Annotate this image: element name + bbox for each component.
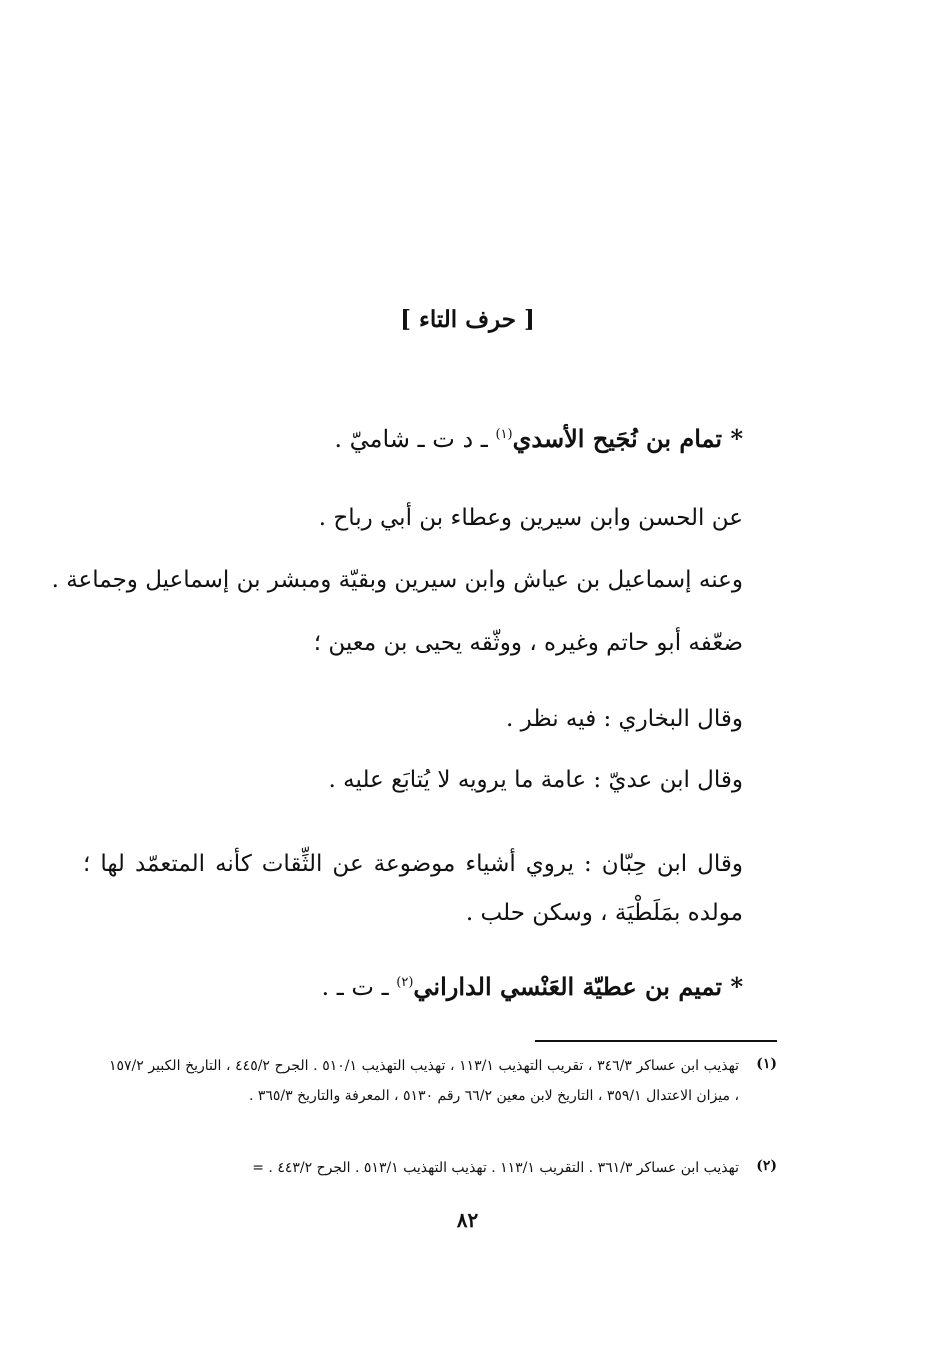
entry-heading-tammam: [83, 424, 743, 453]
entry-name: * تمام بن نُجَيح الأسدي: [512, 424, 743, 453]
page-number: ٨٢: [456, 1208, 479, 1232]
text-line: وقال البخاري : فيه نظر .: [506, 706, 743, 732]
text-paragraph: وقال ابن حِبّان : يروي أشياء موضوعة عن الثِّقات كأنه المتعمّد لها ؛ مولده بمَلَطْيَة ، وسكن حلب .: [83, 851, 743, 926]
text-line: وقال ابن عديّ : عامة ما يرويه لا يُتابَع عليه .: [328, 767, 743, 793]
section-heading: [ حرف التاء ]: [400, 306, 535, 333]
entry-codes: ـ ت ـ .: [321, 973, 397, 1001]
entry-name: * تميم بن عطيّة العَنْسي الداراني: [413, 972, 743, 1001]
text-line: عن الحسن وابن سيرين وعطاء بن أبي رباح .: [318, 505, 743, 531]
footnote-ref[interactable]: (٢): [396, 975, 414, 990]
footnote-number: (١): [756, 1056, 777, 1072]
footnote-text: تهذيب ابن عساكر ٣٤٦/٣ ، تقريب التهذيب ١١٣/١ ، تهذيب التهذيب ٥١٠/١ . الجرح ٤٤٥/٢ ، التاريخ الكبير ١٥٧/٢ ، ميزان الاعتدال ٣٥٩/١ ، التاريخ لابن معين ٦٦/٢ رقم ٥١٣٠ ، المعرفة والتاريخ ٣٦٥/٣ .: [109, 1058, 739, 1104]
text-line: ضعّفه أبو حاتم وغيره ، ووثّقه يحيى بن معين ؛: [313, 630, 743, 656]
footnote-text: تهذيب ابن عساكر ٣٦١/٣ . التقريب ١١٣/١ . تهذيب التهذيب ٥١٣/١ . الجرح ٤٤٣/٢ . =: [252, 1160, 739, 1176]
footnote-number: (٢): [756, 1158, 777, 1174]
text-line: وعنه إسماعيل بن عياش وابن سيرين وبقيّة ومبشر بن إسماعيل وجماعة .: [51, 567, 743, 593]
entry-heading-tamim: [83, 972, 743, 1001]
footnote-ref[interactable]: (١): [495, 427, 513, 442]
footnote-divider: [535, 1040, 777, 1042]
entry-codes: ـ د ت ـ شاميّ .: [334, 425, 496, 453]
